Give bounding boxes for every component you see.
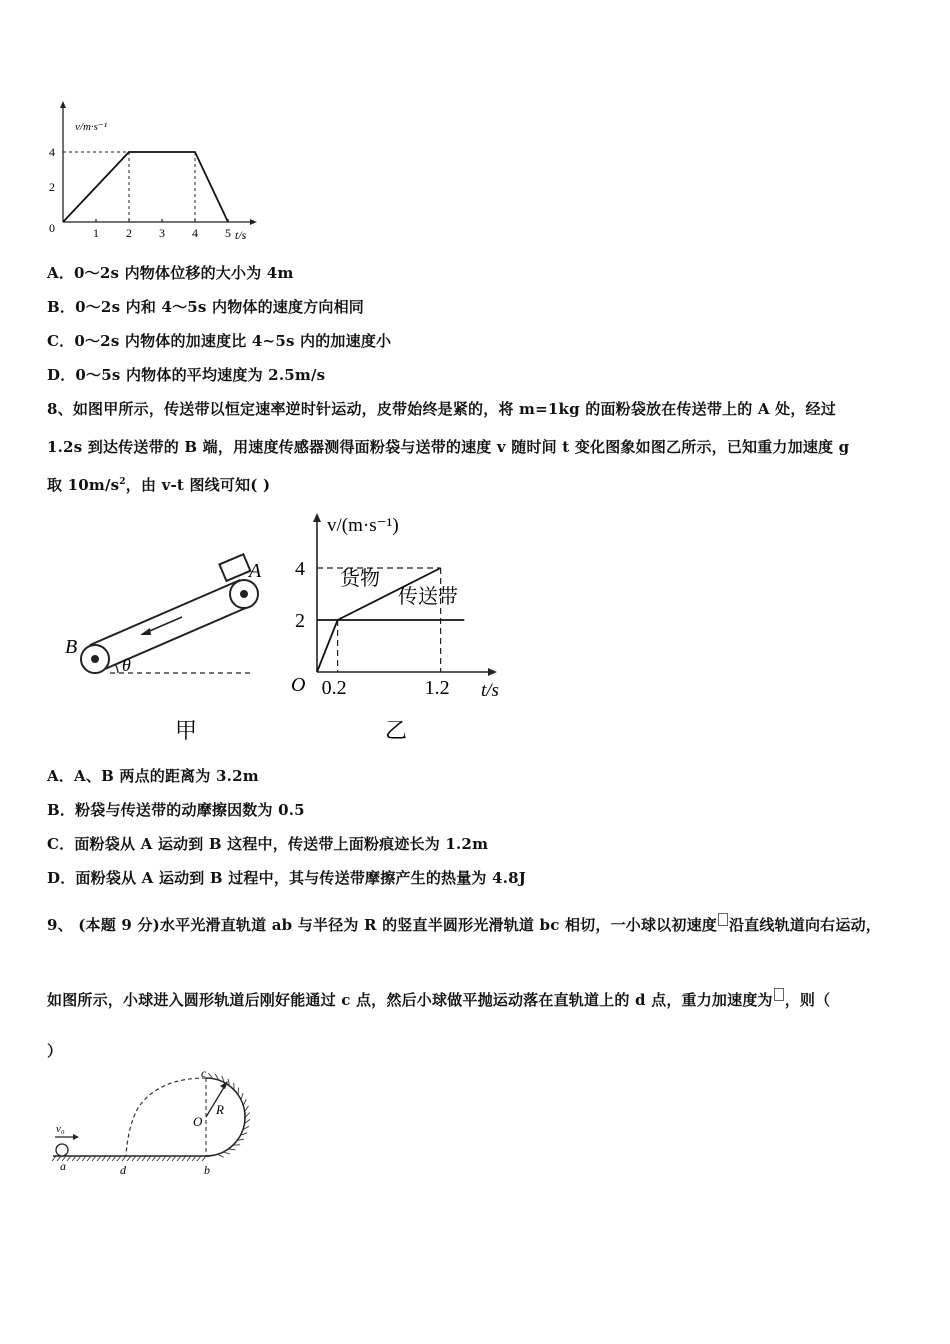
yi-x-tick-label: 1.2 [424, 677, 450, 699]
q9-figure [48, 1068, 268, 1180]
q8-figure-jia [60, 545, 270, 745]
q9-stem-line3: ） [47, 1042, 63, 1060]
yi-y-tick-label: 2 [295, 610, 305, 632]
label-a: A [249, 560, 262, 582]
q8-figure-yi [285, 505, 520, 745]
yi-series-label-belt: 传送带 [398, 586, 458, 608]
yi-y-tick-label: 4 [295, 558, 305, 580]
yi-ylabel: v/(m·s⁻¹) [327, 515, 399, 536]
label-b: b [204, 1163, 210, 1177]
q7-x-tick-label: 5 [225, 226, 231, 240]
pulley-b-center [91, 655, 99, 663]
q8-stem-line3: 取 $10m/s^2$，由 v-t 图线可知( ) [47, 476, 271, 494]
belt-bottom-edge [98, 607, 248, 672]
yi-x-tick-label: 0.2 [321, 677, 347, 699]
missing-glyph-icon [774, 988, 784, 1001]
q7-option-d: D．0～5s 内物体的平均速度为 2.5m/s [47, 366, 326, 384]
q7-x-tick-label: 2 [126, 226, 132, 240]
q8-option-c: C．面粉袋从 A 运动到 B 这程中，传送带上面粉痕迹长为 1.2m [47, 835, 489, 853]
label-a: a [60, 1159, 66, 1173]
yi-xlabel: t/s [481, 680, 499, 701]
ball [56, 1144, 68, 1156]
belt-motion-arrowhead [140, 628, 151, 635]
q7-origin: 0 [49, 221, 55, 235]
semicircle-track [206, 1078, 245, 1156]
q7-option-a: A．0～2s 内物体位移的大小为 4m [47, 264, 294, 282]
label-o: O [193, 1114, 203, 1129]
v0-arrowhead [73, 1134, 79, 1140]
yi-y-arrow [313, 513, 321, 522]
label-theta: θ [122, 655, 131, 675]
q8-stem-line1: 8、如图甲所示，传送带以恒定速率逆时针运动，皮带始终是紧的，将 m=1kg 的面粉袋放在传送带上的 A 处，经过 [47, 400, 836, 418]
label-d: d [120, 1163, 126, 1177]
caption-yi: 乙 [385, 718, 408, 743]
q9-stem-line2: 如图所示，小球进入圆形轨道后刚好能通过 c 点，然后小球做平抛运动落在直轨道上的 d 点，重力加速度为 ，则（ [47, 988, 830, 1010]
q8-stem-line2: 1.2s 到达传送带的 B 端，用速度传感器测得面粉袋与送带的速度 v 随时间 t 变化图象如图乙所示，已知重力加速度 g [47, 438, 850, 456]
angle-arc [115, 664, 118, 673]
pulley-a-center [240, 590, 248, 598]
belt-top-edge [90, 580, 240, 645]
caption-jia: 甲 [175, 718, 198, 743]
label-c: c [201, 1068, 207, 1080]
yi-x-arrow [488, 668, 497, 676]
q7-x-tick-label: 3 [159, 226, 165, 240]
q8-option-b: B．粉袋与传送带的动摩擦因数为 0.5 [47, 801, 305, 819]
yi-origin: O [291, 674, 306, 696]
label-b: B [65, 636, 78, 658]
q7-velocity-line [63, 152, 228, 222]
q7-x-tick-label: 4 [192, 226, 198, 240]
q7-y-tick-label: 4 [49, 145, 55, 159]
q7-option-b: B．0～2s 内和 4～5s 内物体的速度方向相同 [47, 298, 364, 316]
q9-stem-line1: 9、 (本题 9 分)水平光滑直轨道 ab 与半径为 R 的竖直半圆形光滑轨道 bc 相切，一小球以初速度 沿直线轨道向右运动， [47, 913, 881, 935]
q7-x-tick-label: 1 [93, 226, 99, 240]
q7-xlabel: t/s [235, 228, 247, 242]
q7-y-arrow [60, 101, 66, 108]
q7-option-c: C．0～2s 内物体的加速度比 4~5s 内的加速度小 [47, 332, 392, 350]
q7-vt-chart [45, 100, 265, 245]
yi-series-label-cargo: 货物 [340, 568, 380, 590]
q7-ylabel: v/m·s⁻¹ [75, 121, 108, 133]
label-v0: v₀ [56, 1123, 65, 1135]
missing-glyph-icon [718, 913, 728, 926]
label-r: R [216, 1102, 224, 1117]
flour-bag-block [219, 554, 250, 581]
q7-y-tick-label: 2 [49, 180, 55, 194]
q8-option-d: D．面粉袋从 A 运动到 B 过程中，其与传送带摩擦产生的热量为 4.8J [47, 869, 527, 887]
q8-option-a: A．A、B 两点的距离为 3.2m [47, 767, 259, 785]
q7-x-arrow [250, 219, 257, 225]
track-hatching [208, 1073, 250, 1157]
